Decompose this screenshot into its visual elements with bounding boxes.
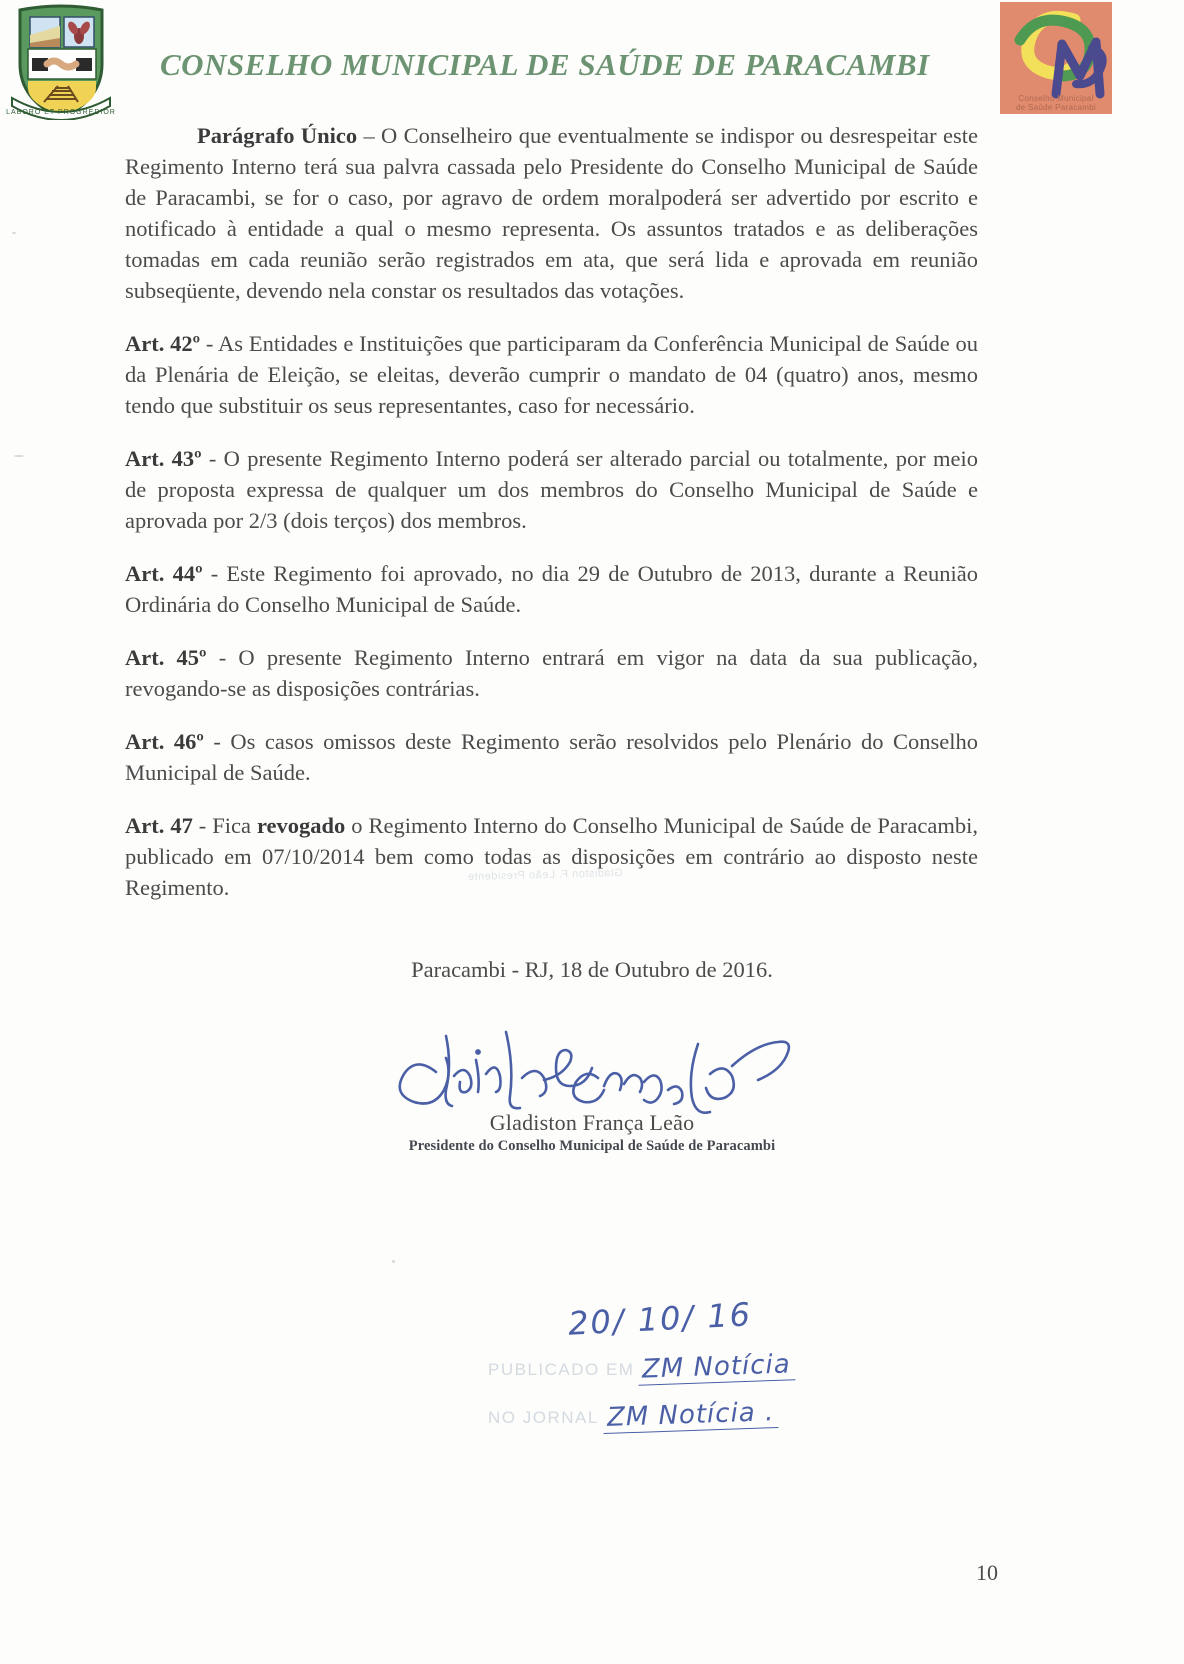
stamp-newspaper-label: NO JORNAL [488,1408,599,1427]
paragraph-text: - As Entidades e Instituições que participaram da Conferência Municipal de Saúde ou da Plenária de Eleição, se eleitas, deverão cumprir o mandato de 04 (quatro) anos, mesmo tendo que substituir os seus representantes, caso for necessário. [125,331,979,418]
paragraph-text: - Este Regimento foi aprovado, no dia 29 de Outubro de 2013, durante a Reunião Ordinária do Conselho Municipal de Saúde. [125,561,978,617]
paragraph-text: - Os casos omissos deste Regimento serão resolvidos pelo Plenário do Conselho Municipal de Saúde. [125,729,979,785]
paragraph-text-before: - Fica [192,813,257,838]
signer-role: Presidente do Conselho Municipal de Saúde de Paracambi [408,1138,776,1154]
paragraph-text: - O presente Regimento Interno entrará em vigor na data da sua publicação, revogando-se as disposições contrárias. [125,645,978,701]
stamp-handwritten-date: 20/ 10/ 16 [567,1295,753,1343]
paragraph-emphasis: revogado [256,813,346,838]
svg-text:LABORO ET PROGREDIOR: LABORO ET PROGREDIOR [6,109,116,116]
locale-and-date: Paracambi - RJ, 18 de Outubro de 2016. [411,957,773,982]
page-title: CONSELHO MUNICIPAL DE SAÚDE DE PARACAMBI [160,47,930,82]
paragraph-art-45 [125,642,978,704]
paragraph-lead: Art. 45º [125,645,207,670]
document-body [125,120,978,925]
paragraph-lead: Art. 42º [125,331,201,356]
stamp-published-value: ZM Notícia [638,1349,796,1385]
paragraph-lead: Art. 47 [125,813,193,838]
paragraph-lead: Art. 44º [125,561,203,586]
scan-artifact [392,1260,395,1263]
stamp-newspaper-value: ZM Notícia . [602,1397,778,1434]
scan-artifact [12,232,16,234]
paragraph-lead: Parágrafo Único [197,123,358,148]
stamp-published-line [488,1349,795,1385]
signer-name: Gladiston França Leão [489,1110,695,1135]
cms-logo-caption-line2: de Saúde Paracambi [1015,103,1097,112]
page-number: 10 [976,1560,998,1585]
signature-block [0,1030,1184,1155]
paragraph-art-47 [125,810,978,903]
municipal-coat-of-arms-icon [6,2,116,120]
bleed-through-ghost-text: Gladiston F. Leão Presidente [467,866,623,884]
paragraph-art-44 [125,558,978,620]
paragraph-text: – O Conselheiro que eventualmente se indispor ou desrespeitar este Regimento Interno terá sua palvra cassada pelo Presidente do Conselho Municipal de Saúde de Paracambi, se for o caso, por agravo de ordem moralpoderá ser advertido por escrito e notificado à entidade a qual o mesmo representa. Os assuntos tratados e as deliberações tomadas em cada reunião serão registrados em ata, que será lida e aprovada em reunião subseqüente, devendo nela constar os resultados das votações. [125,123,978,303]
stamp-published-label: PUBLICADO EM [488,1360,635,1379]
paragraph-paragrafo-unico [125,120,978,306]
stamp-newspaper-line [488,1397,778,1433]
cms-monogram-logo-icon [1000,2,1112,114]
paragraph-text: - O presente Regimento Interno poderá ser alterado parcial ou totalmente, por meio de proposta expressa de qualquer um dos membros do Conselho Municipal de Saúde e aprovada por 2/3 (dois terços) dos membros. [125,446,979,533]
handwritten-signature [392,1030,792,1116]
cms-logo-caption-line1: Conselho Municipal [1018,94,1094,103]
scan-artifact [14,455,24,457]
paragraph-lead: Art. 43º [125,446,202,471]
publication-stamp [488,1295,918,1450]
paragraph-lead: Art. 46º [125,729,204,754]
document-header [0,0,1184,118]
paragraph-text-after: o Regimento Interno do Conselho Municipal de Saúde de Paracambi, publicado em 07/10/2014 bem como todas as disposições em contrário ao disposto neste Regimento. [125,813,978,900]
paragraph-art-42 [125,328,978,421]
paragraph-art-43 [125,443,978,536]
cms-logo-caption [1000,94,1112,112]
paragraph-art-46 [125,726,978,788]
